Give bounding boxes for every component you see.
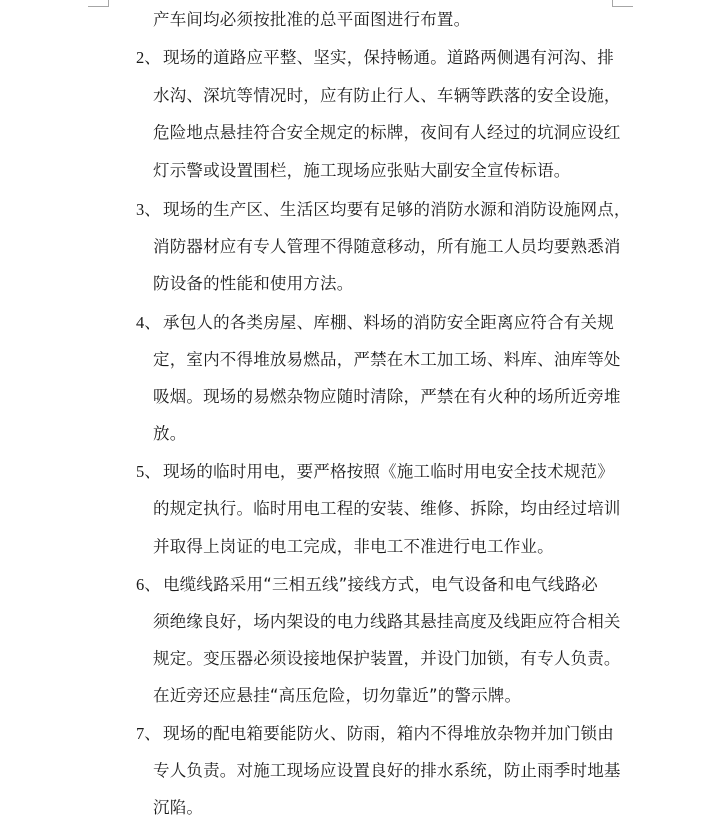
list-number: 5、: [136, 462, 161, 481]
paragraph-line: 危险地点悬挂符合安全规定的标牌，夜间有人经过的坑洞应设红: [153, 123, 621, 142]
page-corner-mark-right: [612, 0, 633, 7]
paragraph-line: 现场的道路应平整、坚实，保持畅通。道路两侧遇有河沟、排: [163, 48, 614, 67]
list-number: 4、: [136, 313, 161, 332]
list-number: 2、: [136, 48, 161, 67]
list-number: 6、: [136, 575, 161, 594]
page-corner-mark-left: [88, 0, 109, 7]
paragraph-line: 放。: [153, 424, 187, 443]
paragraph-line: 专人负责。对施工现场应设置良好的排水系统，防止雨季时地基: [153, 761, 621, 780]
paragraph-line: 规定。变压器必须设接地保护装置，并设门加锁，有专人负责。: [153, 649, 621, 668]
paragraph-line: 现场的生产区、生活区均要有足够的消防水源和消防设施网点，: [163, 200, 631, 219]
paragraph-line: 防设备的性能和使用方法。: [153, 274, 354, 293]
paragraph-line: 水沟、深坑等情况时，应有防止行人、车辆等跌落的安全设施，: [153, 86, 621, 105]
paragraph-line: 并取得上岗证的电工完成，非电工不准进行电工作业。: [153, 537, 554, 556]
paragraph-line: 现场的临时用电，要严格按照《施工临时用电安全技术规范》: [163, 462, 614, 481]
paragraph-line: 在近旁还应悬挂“高压危险，切勿靠近”的警示牌。: [153, 686, 522, 705]
paragraph-line: 灯示警或设置围栏，施工现场应张贴大副安全宣传标语。: [153, 161, 571, 180]
paragraph-line: 产车间均必须按批准的总平面图进行布置。: [153, 10, 471, 29]
paragraph-line: 吸烟。现场的易燃杂物应随时清除，严禁在有火种的场所近旁堆: [153, 387, 621, 406]
paragraph-line: 电缆线路采用“三相五线”接线方式，电气设备和电气线路必: [163, 575, 598, 594]
paragraph-line: 现场的配电箱要能防火、防雨，箱内不得堆放杂物并加门锁由: [163, 724, 614, 743]
paragraph-line: 承包人的各类房屋、库棚、料场的消防安全距离应符合有关规: [163, 313, 614, 332]
paragraph-line: 沉陷。: [153, 798, 204, 817]
list-number: 7、: [136, 724, 161, 743]
paragraph-line: 的规定执行。临时用电工程的安装、维修、拆除，均由经过培训: [153, 499, 621, 518]
paragraph-line: 消防器材应有专人管理不得随意移动，所有施工人员均要熟悉消: [153, 237, 621, 256]
list-number: 3、: [136, 200, 161, 219]
paragraph-line: 定，室内不得堆放易燃品，严禁在木工加工场、料库、油库等处: [153, 350, 621, 369]
paragraph-line: 须绝缘良好，场内架设的电力线路其悬挂高度及线距应符合相关: [153, 612, 621, 631]
